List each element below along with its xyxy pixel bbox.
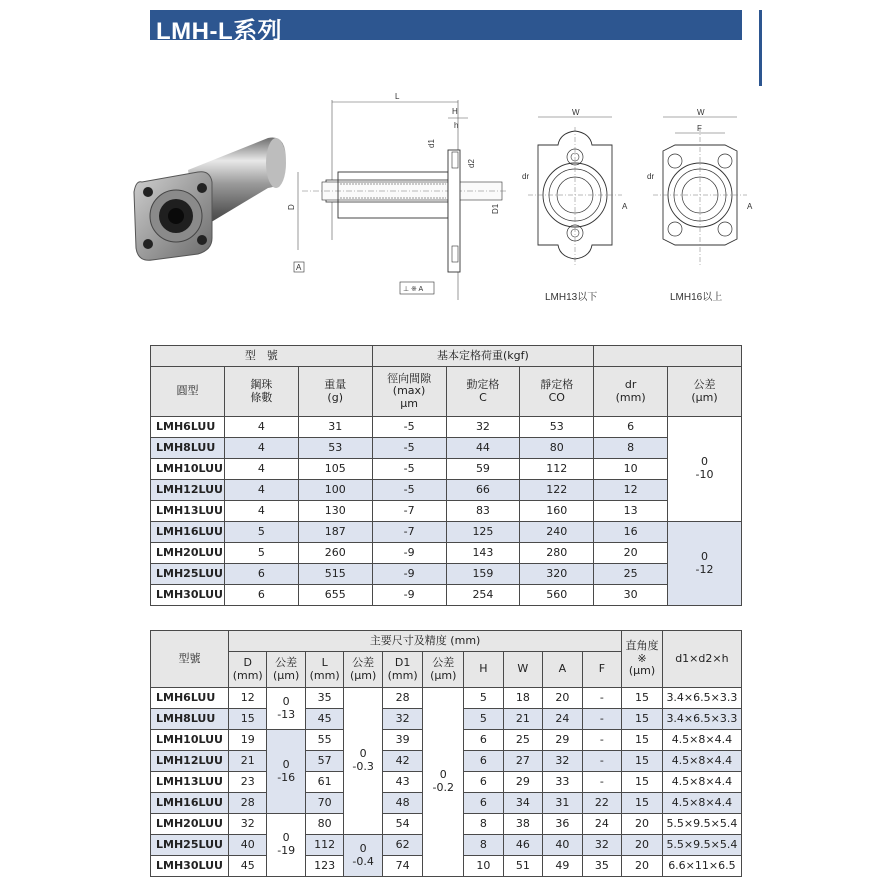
col-dynamic-header: 動定格 C	[446, 367, 520, 417]
cell-static: 80	[520, 438, 594, 459]
cell-H: 5	[464, 709, 504, 730]
cell-model: LMH16LUU	[151, 793, 229, 814]
table-row	[151, 438, 742, 459]
cell-balls: 4	[224, 501, 298, 522]
col-W-header: W	[503, 652, 543, 688]
cell-balls: 5	[224, 522, 298, 543]
cell-H: 6	[464, 793, 504, 814]
cell-dynamic: 254	[446, 585, 520, 606]
cell-D: 32	[228, 814, 266, 835]
cell-L: 123	[305, 856, 343, 877]
dim-D1-label: D1	[491, 203, 500, 214]
cell-static: 560	[520, 585, 594, 606]
cell-D1: 48	[382, 793, 423, 814]
cell-A: 24	[543, 709, 583, 730]
cell-bolt: 5.5×9.5×5.4	[662, 835, 741, 856]
cell-L: 45	[305, 709, 343, 730]
cell-model: LMH6LUU	[151, 417, 225, 438]
cell-perpendicularity: 15	[622, 730, 663, 751]
dim-A-label-large: A	[747, 202, 753, 211]
cell-H: 6	[464, 772, 504, 793]
col-tolD-header: 公差 (μm)	[267, 652, 305, 688]
cell-balls: 6	[224, 585, 298, 606]
cell-static: 53	[520, 417, 594, 438]
load-rating-table	[150, 345, 742, 606]
cell-D: 12	[228, 688, 266, 709]
cell-model: LMH25LUU	[151, 835, 229, 856]
group-dims-header: 主要尺寸及精度 (mm)	[228, 631, 621, 652]
cell-F: -	[582, 751, 622, 772]
cell-tolerance: 0 -12	[668, 522, 742, 606]
col-tolL-header: 公差 (μm)	[344, 652, 382, 688]
group-load-header: 基本定格荷重(kgf)	[372, 346, 594, 367]
cell-H: 8	[464, 814, 504, 835]
cell-H: 5	[464, 688, 504, 709]
cell-dr: 12	[594, 480, 668, 501]
cell-perpendicularity: 20	[622, 814, 663, 835]
cell-perpendicularity: 15	[622, 793, 663, 814]
cell-D: 21	[228, 751, 266, 772]
cell-perpendicularity: 20	[622, 835, 663, 856]
cell-model: LMH10LUU	[151, 459, 225, 480]
cell-dynamic: 44	[446, 438, 520, 459]
cell-dynamic: 59	[446, 459, 520, 480]
cell-F: 35	[582, 856, 622, 877]
cell-balls: 4	[224, 417, 298, 438]
table-row	[151, 543, 742, 564]
cell-dynamic: 159	[446, 564, 520, 585]
dim-W-label-large: W	[697, 108, 705, 117]
perpendicularity-callout: ⊥ ※ A	[403, 286, 424, 293]
col-tolerance-header: 公差 (μm)	[668, 367, 742, 417]
cell-clearance: -5	[372, 438, 446, 459]
table-row	[151, 417, 742, 438]
cell-dr: 13	[594, 501, 668, 522]
cell-A: 20	[543, 688, 583, 709]
cell-F: -	[582, 709, 622, 730]
cell-weight: 105	[298, 459, 372, 480]
cell-F: 32	[582, 835, 622, 856]
dim-d1-label: d1	[427, 139, 436, 148]
cell-tolD: 0 -19	[267, 814, 305, 877]
cell-bolt: 4.5×8×4.4	[662, 772, 741, 793]
cell-bolt: 4.5×8×4.4	[662, 751, 741, 772]
col-tolD1-header: 公差 (μm)	[423, 652, 464, 688]
cell-A: 49	[543, 856, 583, 877]
cell-model: LMH12LUU	[151, 751, 229, 772]
cell-dr: 25	[594, 564, 668, 585]
cell-balls: 4	[224, 480, 298, 501]
cell-F: -	[582, 688, 622, 709]
cell-weight: 260	[298, 543, 372, 564]
cell-balls: 5	[224, 543, 298, 564]
cell-clearance: -7	[372, 501, 446, 522]
cell-perpendicularity: 15	[622, 772, 663, 793]
col-model-header: 型號	[151, 631, 229, 688]
cell-model: LMH30LUU	[151, 856, 229, 877]
cell-W: 38	[503, 814, 543, 835]
cell-H: 6	[464, 751, 504, 772]
cell-bolt: 3.4×6.5×3.3	[662, 688, 741, 709]
cell-D: 23	[228, 772, 266, 793]
cell-D1: 74	[382, 856, 423, 877]
cell-bolt: 4.5×8×4.4	[662, 793, 741, 814]
cell-W: 46	[503, 835, 543, 856]
dim-dr-label-large: dr	[647, 172, 655, 181]
cell-D1: 28	[382, 688, 423, 709]
cell-perpendicularity: 15	[622, 709, 663, 730]
cell-D1: 39	[382, 730, 423, 751]
cell-F: -	[582, 772, 622, 793]
cell-tolD: 0 -16	[267, 730, 305, 814]
cell-H: 6	[464, 730, 504, 751]
cell-clearance: -5	[372, 480, 446, 501]
cell-bolt: 6.6×11×6.5	[662, 856, 741, 877]
cell-A: 33	[543, 772, 583, 793]
cell-static: 320	[520, 564, 594, 585]
cell-clearance: -5	[372, 417, 446, 438]
cell-F: -	[582, 730, 622, 751]
cell-dynamic: 32	[446, 417, 520, 438]
dimensions-table	[150, 630, 742, 877]
col-balls-header: 鋼珠 條數	[224, 367, 298, 417]
dim-A-label-small: A	[622, 202, 628, 211]
cell-D: 28	[228, 793, 266, 814]
cell-model: LMH25LUU	[151, 564, 225, 585]
cell-weight: 31	[298, 417, 372, 438]
caption-small: LMH13以下	[545, 292, 598, 303]
cell-W: 21	[503, 709, 543, 730]
col-weight-header: 重量 (g)	[298, 367, 372, 417]
cell-L: 70	[305, 793, 343, 814]
cell-tolL: 0 -0.3	[344, 688, 382, 835]
cell-D1: 32	[382, 709, 423, 730]
section-title: LMH-L系列	[156, 18, 283, 45]
table-row	[151, 501, 742, 522]
header-accent-line	[759, 10, 762, 86]
front-view-large-drawing	[645, 105, 755, 275]
cell-dr: 30	[594, 585, 668, 606]
cell-D: 40	[228, 835, 266, 856]
cell-L: 35	[305, 688, 343, 709]
cell-static: 240	[520, 522, 594, 543]
dim-H-label: H	[452, 107, 458, 116]
cell-dr: 10	[594, 459, 668, 480]
cell-static: 160	[520, 501, 594, 522]
cell-tolD: 0 -13	[267, 688, 305, 730]
col-bolt-header: d1×d2×h	[662, 631, 741, 688]
dim-F-label: F	[697, 124, 702, 133]
cell-weight: 655	[298, 585, 372, 606]
col-D-header: D (mm)	[228, 652, 266, 688]
cell-weight: 130	[298, 501, 372, 522]
cell-dr: 8	[594, 438, 668, 459]
cell-W: 18	[503, 688, 543, 709]
table-row	[151, 522, 742, 543]
cell-clearance: -9	[372, 564, 446, 585]
col-H-header: H	[464, 652, 504, 688]
cell-weight: 515	[298, 564, 372, 585]
cell-model: LMH8LUU	[151, 438, 225, 459]
cell-F: 24	[582, 814, 622, 835]
cell-model: LMH6LUU	[151, 688, 229, 709]
cell-bolt: 5.5×9.5×5.4	[662, 814, 741, 835]
cell-W: 25	[503, 730, 543, 751]
cell-H: 10	[464, 856, 504, 877]
cell-static: 280	[520, 543, 594, 564]
cell-A: 32	[543, 751, 583, 772]
cell-L: 112	[305, 835, 343, 856]
cell-model: LMH16LUU	[151, 522, 225, 543]
dim-W-label-small: W	[572, 108, 580, 117]
cell-weight: 187	[298, 522, 372, 543]
col-static-header: 靜定格 CO	[520, 367, 594, 417]
side-section-drawing	[282, 90, 512, 300]
cell-model: LMH12LUU	[151, 480, 225, 501]
cell-balls: 6	[224, 564, 298, 585]
col-model-header: 圓型	[151, 367, 225, 417]
cell-L: 57	[305, 751, 343, 772]
cell-model: LMH10LUU	[151, 730, 229, 751]
cell-W: 29	[503, 772, 543, 793]
col-perpendicularity-header: 直角度 ※ (μm)	[622, 631, 663, 688]
cell-model: LMH13LUU	[151, 501, 225, 522]
cell-W: 51	[503, 856, 543, 877]
cell-static: 122	[520, 480, 594, 501]
cell-dynamic: 83	[446, 501, 520, 522]
cell-clearance: -9	[372, 543, 446, 564]
cell-model: LMH8LUU	[151, 709, 229, 730]
cell-dynamic: 125	[446, 522, 520, 543]
dim-d2-label: d2	[467, 159, 476, 168]
cell-balls: 4	[224, 438, 298, 459]
product-photo	[128, 130, 288, 280]
cell-weight: 53	[298, 438, 372, 459]
cell-clearance: -9	[372, 585, 446, 606]
col-dr-header: dr (mm)	[594, 367, 668, 417]
cell-A: 36	[543, 814, 583, 835]
cell-D1: 42	[382, 751, 423, 772]
cell-model: LMH20LUU	[151, 543, 225, 564]
cell-L: 61	[305, 772, 343, 793]
cell-D: 15	[228, 709, 266, 730]
cell-D1: 43	[382, 772, 423, 793]
col-clearance-header: 徑向間隙 (max) μm	[372, 367, 446, 417]
cell-static: 112	[520, 459, 594, 480]
cell-A: 40	[543, 835, 583, 856]
table-row	[151, 480, 742, 501]
cell-D: 45	[228, 856, 266, 877]
cell-dynamic: 66	[446, 480, 520, 501]
cell-tolerance: 0 -10	[668, 417, 742, 522]
col-A-header: A	[543, 652, 583, 688]
cell-perpendicularity: 15	[622, 751, 663, 772]
dim-dr-label-small: dr	[522, 172, 530, 181]
col-D1-header: D1 (mm)	[382, 652, 423, 688]
section-header-bar	[150, 10, 742, 45]
cell-perpendicularity: 20	[622, 856, 663, 877]
cell-balls: 4	[224, 459, 298, 480]
table-row	[151, 688, 742, 709]
cell-bolt: 3.4×6.5×3.3	[662, 709, 741, 730]
cell-dynamic: 143	[446, 543, 520, 564]
group-model-header: 型 號	[151, 346, 373, 367]
cell-W: 34	[503, 793, 543, 814]
caption-large: LMH16以上	[670, 292, 723, 303]
table-row	[151, 459, 742, 480]
cell-A: 31	[543, 793, 583, 814]
dim-L-label: L	[395, 92, 400, 101]
cell-bolt: 4.5×8×4.4	[662, 730, 741, 751]
cell-clearance: -5	[372, 459, 446, 480]
front-view-small-drawing	[520, 105, 630, 275]
cell-dr: 16	[594, 522, 668, 543]
dim-D-label: D	[287, 204, 296, 210]
cell-model: LMH30LUU	[151, 585, 225, 606]
col-L-header: L (mm)	[305, 652, 343, 688]
cell-H: 8	[464, 835, 504, 856]
cell-weight: 100	[298, 480, 372, 501]
col-F-header: F	[582, 652, 622, 688]
cell-A: 29	[543, 730, 583, 751]
table-row	[151, 585, 742, 606]
cell-clearance: -7	[372, 522, 446, 543]
cell-model: LMH13LUU	[151, 772, 229, 793]
cell-model: LMH20LUU	[151, 814, 229, 835]
cell-tolD1: 0 -0.2	[423, 688, 464, 877]
cell-perpendicularity: 15	[622, 688, 663, 709]
cell-D1: 62	[382, 835, 423, 856]
datum-A-label: A	[296, 263, 302, 272]
table-row	[151, 564, 742, 585]
cell-D: 19	[228, 730, 266, 751]
cell-tolL: 0 -0.4	[344, 835, 382, 877]
cell-D1: 54	[382, 814, 423, 835]
cell-F: 22	[582, 793, 622, 814]
dim-h-label: h	[454, 121, 459, 130]
cell-dr: 20	[594, 543, 668, 564]
cell-L: 80	[305, 814, 343, 835]
cell-dr: 6	[594, 417, 668, 438]
cell-W: 27	[503, 751, 543, 772]
cell-L: 55	[305, 730, 343, 751]
